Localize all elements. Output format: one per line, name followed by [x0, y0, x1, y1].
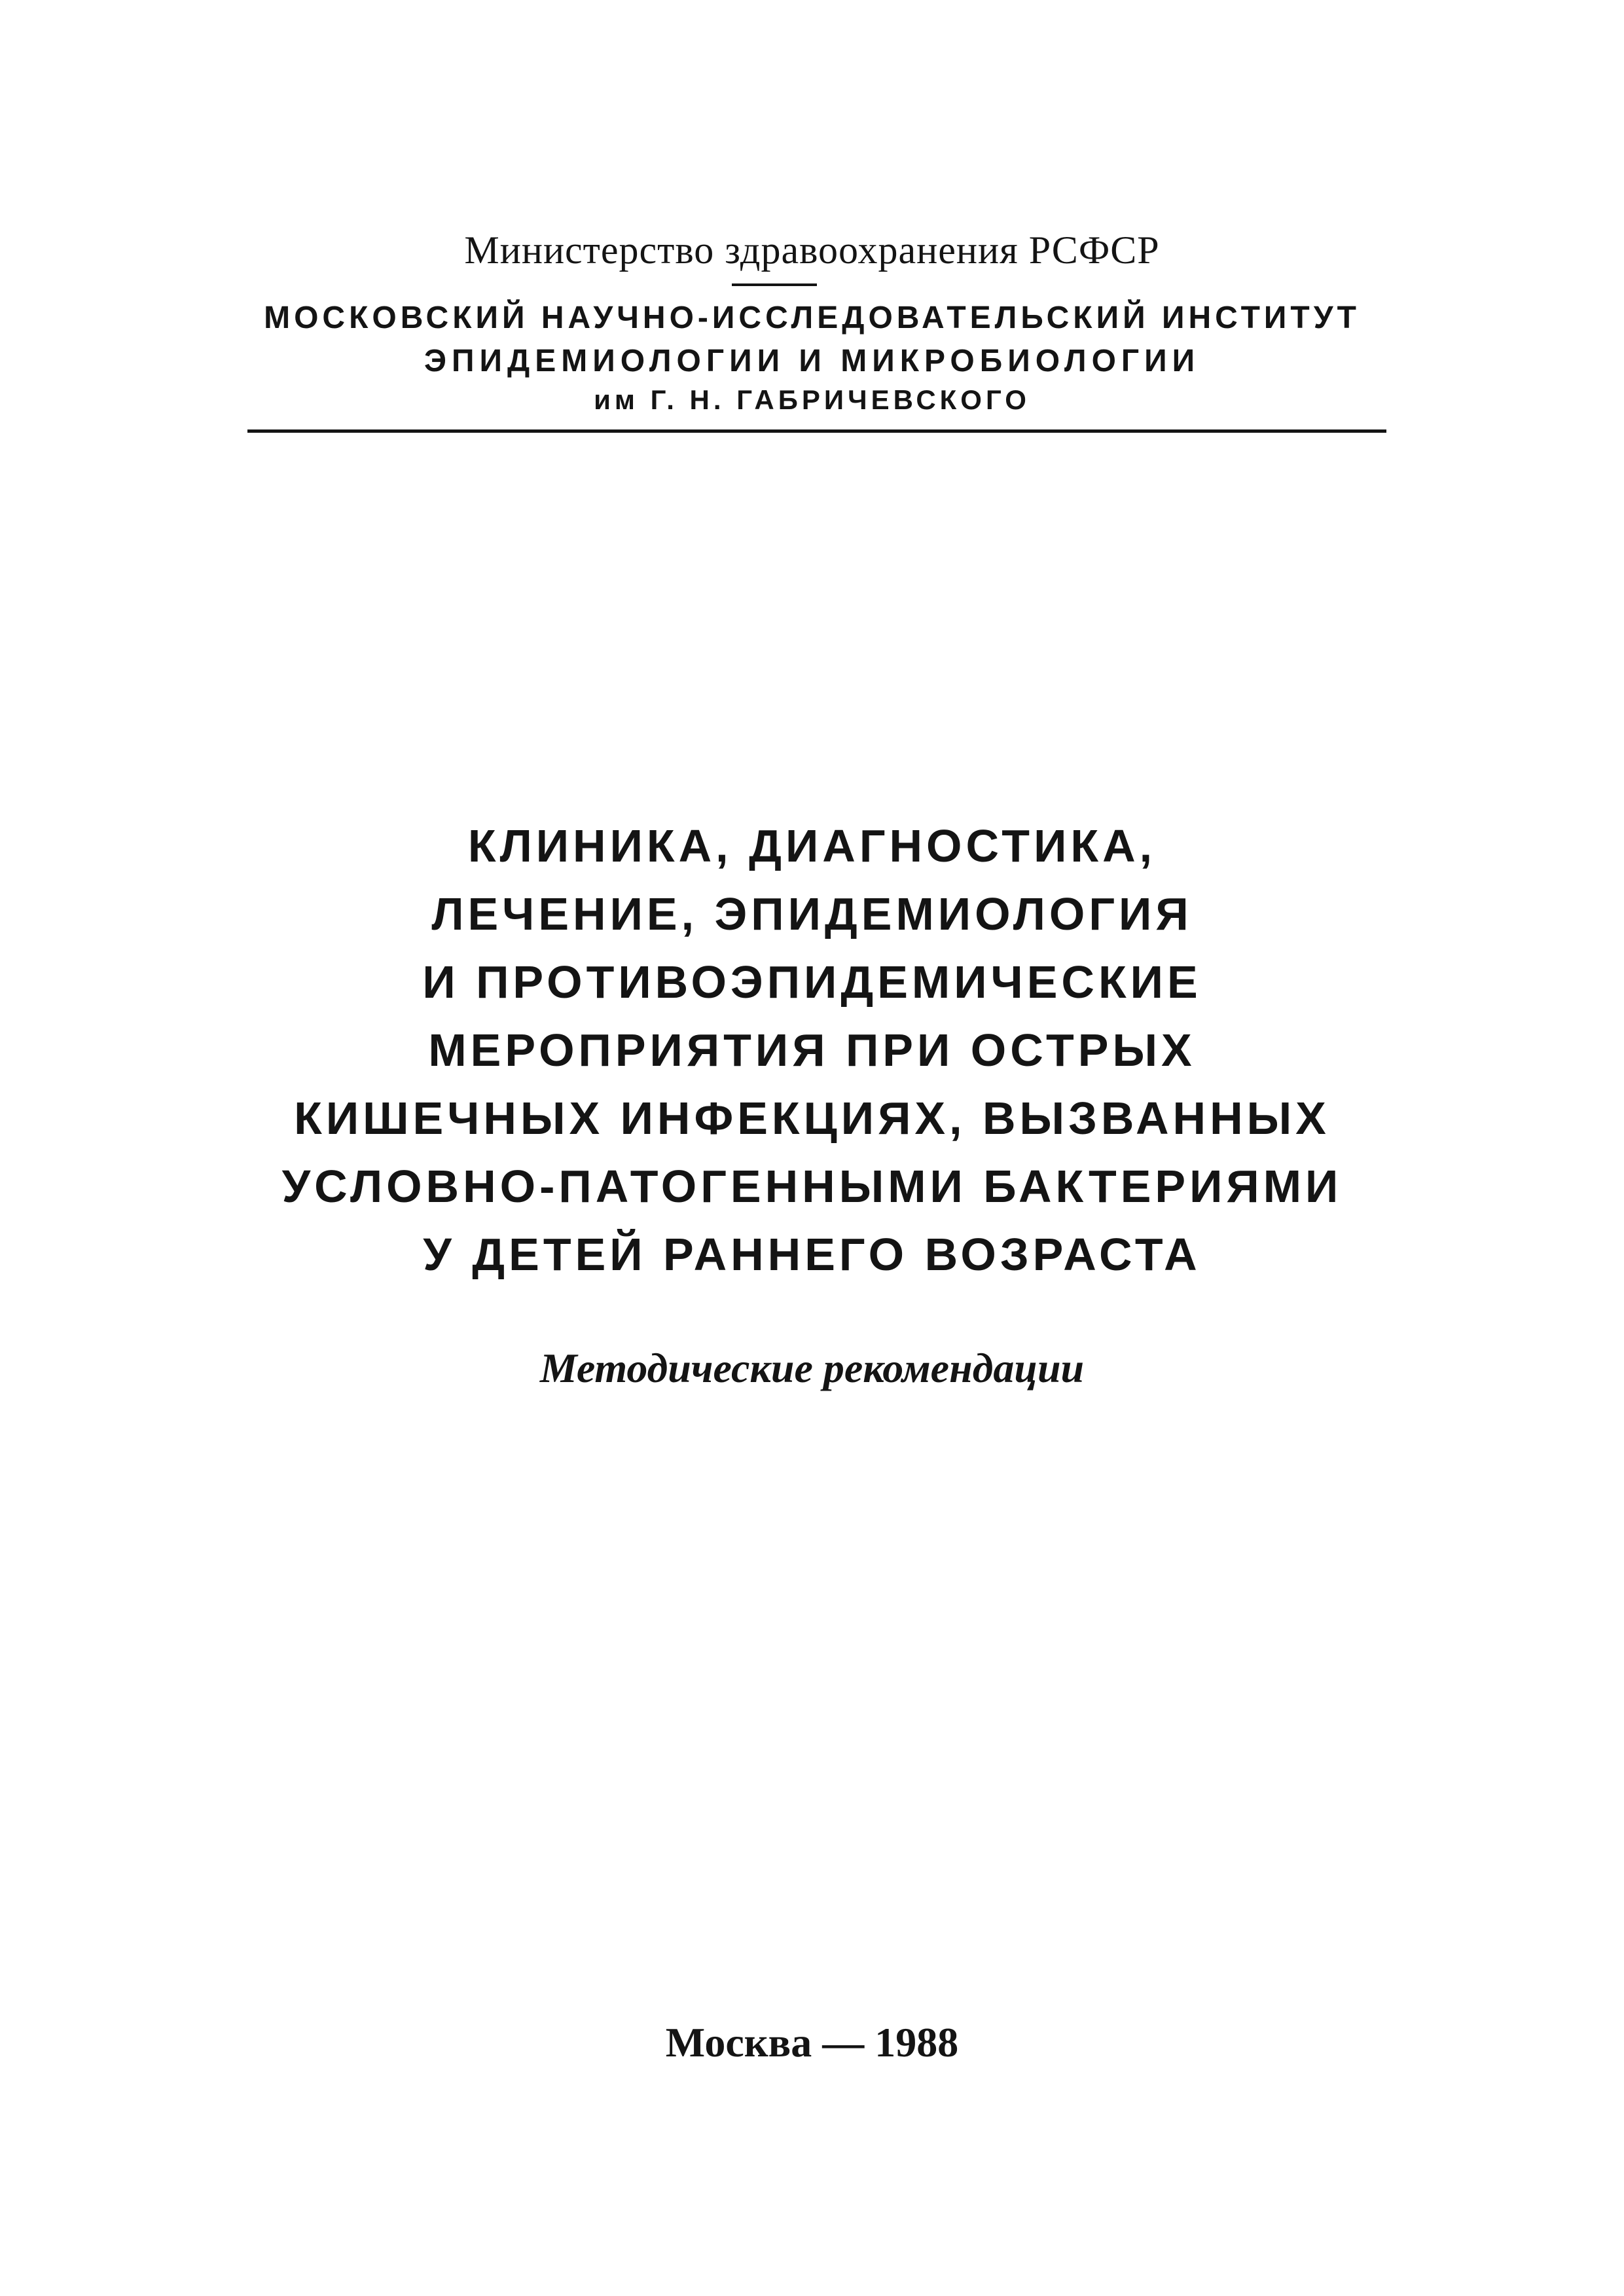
- title-line-5: КИШЕЧНЫХ ИНФЕКЦИЯХ, ВЫЗВАННЫХ: [294, 1093, 1330, 1144]
- document-subtitle: Методические рекомендации: [539, 1345, 1085, 1391]
- title-line-1: КЛИНИКА, ДИАГНОСТИКА,: [467, 820, 1157, 871]
- title-line-6: УСЛОВНО-ПАТОГЕННЫМИ БАКТЕРИЯМИ: [281, 1161, 1343, 1212]
- institute-name-line-1: МОСКОВСКИЙ НАУЧНО-ИССЛЕДОВАТЕЛЬСКИЙ ИНСТИТУТ: [264, 301, 1360, 335]
- institute-name-line-3: им Г. Н. ГАБРИЧЕВСКОГО: [594, 384, 1030, 415]
- title-line-2: ЛЕЧЕНИЕ, ЭПИДЕМИОЛОГИЯ: [431, 888, 1193, 939]
- institute-name-line-2: ЭПИДЕМИОЛОГИИ И МИКРОБИОЛОГИИ: [424, 344, 1200, 378]
- title-line-7: У ДЕТЕЙ РАННЕГО ВОЗРАСТА: [423, 1229, 1201, 1280]
- document-title: [0, 812, 1624, 1288]
- imprint-place-year: Москва — 1988: [665, 2019, 959, 2066]
- title-line-4: МЕРОПРИЯТИЯ ПРИ ОСТРЫХ: [428, 1025, 1196, 1076]
- title-line-3: И ПРОТИВОЭПИДЕМИЧЕСКИЕ: [422, 957, 1202, 1008]
- ministry-underline: [732, 283, 817, 286]
- ministry-name: Министерство здравоохранения РСФСР: [464, 228, 1160, 272]
- header-divider: [247, 429, 1386, 433]
